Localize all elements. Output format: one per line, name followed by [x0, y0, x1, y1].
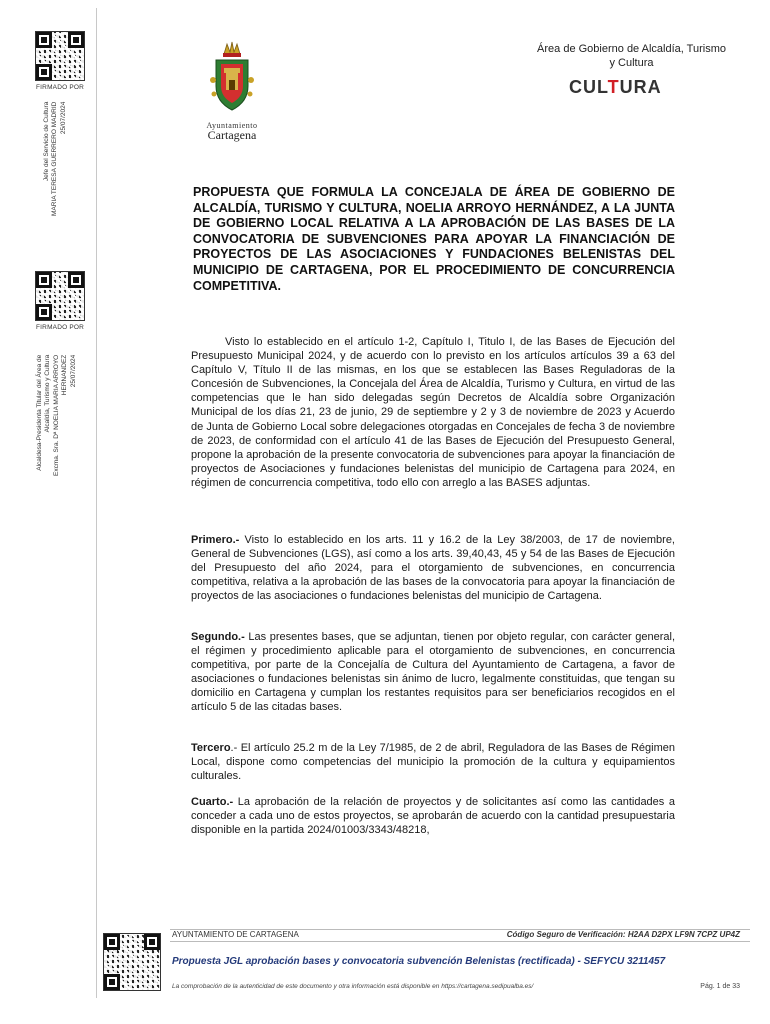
cartagena-logo [196, 40, 268, 143]
signer-role: Jefe del Servicio de Cultura [43, 101, 50, 182]
logo-text-ayuntamiento: Ayuntamiento [206, 121, 258, 130]
paragraph-lead: Primero.- [191, 534, 240, 546]
paragraph-primero [191, 533, 675, 603]
sidebar-divider [96, 8, 97, 998]
coat-of-arms-icon [210, 40, 254, 116]
signer-role: Alcaldesa-Presidenta Titular del Área de [36, 354, 43, 471]
paragraph-lead: Tercero [191, 742, 231, 754]
footer-divider [170, 941, 750, 942]
logo-text-cartagena: Cartagena [207, 128, 257, 142]
signer-name: MARIA TERESA GUERRERO MADRID [51, 101, 59, 216]
area-line-1: Área de Gobierno de Alcaldía, Turismo [537, 43, 726, 55]
signer-info [43, 102, 68, 216]
paragraph-text: .- El artículo 25.2 m de la Ley 7/1985, de 2 de abril, Reguladora de las Bases de Régimen Local, dispone como competencias del municipio la promoción de la cultura y equipamientos culturales. [191, 742, 675, 783]
area-heading [537, 42, 726, 70]
paragraph-text: Visto lo establecido en los arts. 11 y 16.2 de la Ley 38/2003, de 17 de noviembre, General de Subvenciones (LGS), así como a los arts. 39,40,43, 45 y 54 de las Bases de Ejecución del Presupuesto del año 2024, para el otorgamiento de subvenciones, en concurrencia competitiva, relativa a la aprobación de las bases de la convocatoria para apoyar la financiación de proyectos de las asociaciones o fundaciones belenistas del municipio de Cartagena. [191, 534, 675, 603]
paragraph-tercero [191, 741, 675, 783]
paragraph-text: La aprobación de la relación de proyectos y de solicitantes así como las cantidades a conceder a cada uno de estos proyectos, se aprobarán de acuerdo con la cantidad presupuestaria disponible en la partida 2024/01003/3343/48218, [191, 796, 675, 837]
area-line-2: y Cultura [609, 57, 654, 69]
paragraph-segundo [191, 630, 675, 715]
paragraph-lead: Segundo.- [191, 631, 245, 643]
signature-qr-code [36, 272, 84, 320]
cultura-logo [569, 77, 662, 98]
page-number: Pág. 1 de 33 [700, 983, 740, 990]
cultura-logo-part: CUL [569, 77, 608, 97]
paragraph-text: Las presentes bases, que se adjuntan, tienen por objeto regular, con carácter general, el régimen y procedimiento aplicable para el otorgamiento de subvenciones, en concurrencia competitiva, por parte de la Concejalía de Cultura del Ayuntamiento de Cartagena, a favor de asociaciones o fundaciones belenistas sin ánimo de lucro, legalmente constituidas, que tengan su domicilio en Cartagena y cumplan los restantes requisitos para ser beneficiarios recogidos en el artículo 5 de las citadas bases. [191, 631, 675, 714]
signer-info [36, 355, 78, 476]
signer-date: 25/07/2024 [59, 101, 67, 135]
verification-code: Código Seguro de Verificación: H2AA D2PX LF9N 7CPZ UP4Z [506, 930, 740, 939]
signer-date: 25/07/2024 [69, 354, 77, 388]
footer-document-title: Propuesta JGL aprobación bases y convocatoria subvención Belenistas (rectificada) - SEFYCU 3211457 [172, 956, 666, 967]
signer-name: Excma. Sra. Dª NOELIA MARIA ARROYO [52, 354, 60, 476]
cultura-logo-accent: T [607, 77, 620, 97]
signature-qr-code [36, 32, 84, 80]
authenticity-note: La comprobación de la autenticidad de este documento y otra información está disponible en https://cartagena.sedipualba.es/ [172, 983, 534, 990]
paragraph-cuarto [191, 795, 675, 837]
signed-by-label: FIRMADO POR [36, 84, 85, 91]
document-title: PROPUESTA QUE FORMULA LA CONCEJALA DE ÁREA DE GOBIERNO DE ALCALDÍA, TURISMO Y CULTURA, NOELIA ARROYO HERNÁNDEZ, A LA JUNTA DE GOBIERNO LOCAL RELATIVA A LA APROBACIÓN DE LAS BASES DE LA CONVOCATORIA DE SUBVENCIONES PARA APOYAR LA FINANCIACIÓN DE PROYECTOS DE LAS ASOCIACIONES Y FUNDACIONES BELENISTAS DEL MUNICIPIO DE CARTAGENA, POR EL PROCEDIMIENTO DE CONCURRENCIA COMPETITIVA. [193, 185, 675, 293]
paragraph-lead: Cuarto.- [191, 796, 234, 808]
footer-organization: AYUNTAMIENTO DE CARTAGENA [172, 930, 299, 939]
signer-name-cont: HERNANDEZ [61, 354, 69, 396]
signed-by-label: FIRMADO POR [36, 324, 85, 331]
verification-qr-code [104, 934, 160, 990]
cultura-logo-part: URA [619, 77, 662, 97]
signer-role-cont: Alcaldía, Turismo y Cultura [44, 354, 52, 433]
intro-paragraph: Visto lo establecido en el artículo 1-2, Capítulo I, Titulo I, de las Bases de Ejecución del Presupuesto Municipal 2024, y de acuerdo con lo previsto en los artículos artículos 39 a 63 del Capítulo V, Título II de las mismas, en los que se establecen las Bases Reguladoras de la Concesión de Subvenciones, la Concejala del Área de Alcaldía, Turismo y Cultura, en virtud de las competencias que le han sido delegadas según Decretos de Alcaldía sobre Organización Municipal de los días 21, 23 de junio, 29 de septiembre y 2 y 3 de noviembre de 2023 y Acuerdo de Junta de Gobierno Local sobre delegaciones otorgadas en Concejales de fecha 3 de noviembre de 2023, de conformidad con el artículo 41 de las Bases de Ejecución del Presupuesto General, propone la aprobación de la presente convocatoria de subvenciones para apoyar la financiación de proyectos de Asociaciones y fundaciones belenistas del municipio de Cartagena para 2024, en régimen de concurrencia competitiva, todo ello con arreglo a las BASES adjuntas. [191, 336, 675, 489]
